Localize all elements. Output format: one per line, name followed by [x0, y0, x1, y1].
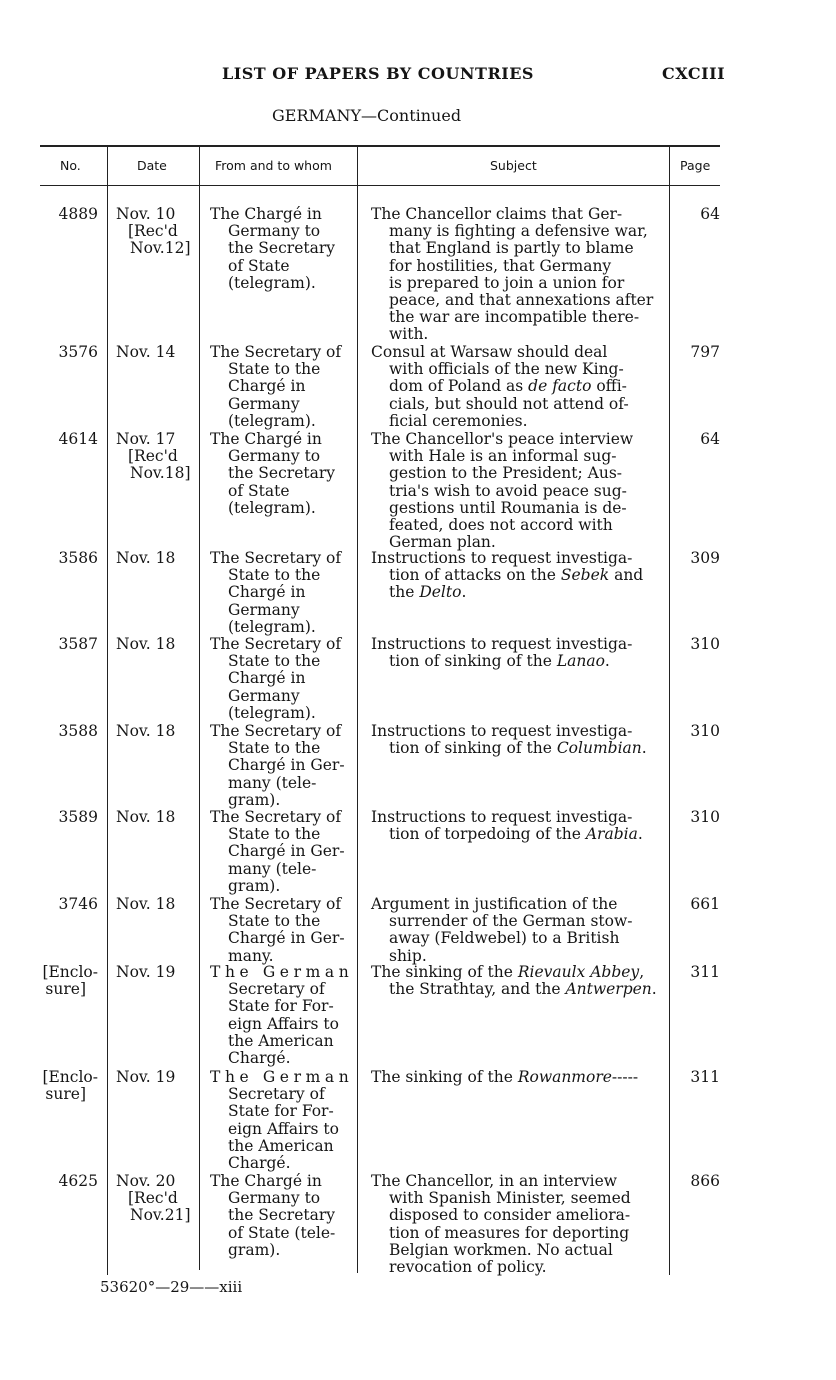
column-header-subject: Subject [490, 158, 537, 173]
paper-number [30, 723, 98, 740]
paper-number [30, 344, 98, 361]
from-and-to-whom [210, 1068, 354, 1173]
from-and-to-whom [210, 344, 350, 430]
from-and-to-whom-line: Chargé in Ger- [228, 842, 345, 861]
page-reference: 309 [690, 549, 720, 567]
from-and-to-whom [210, 963, 354, 1068]
from-and-to-whom [210, 550, 350, 636]
subject-text-line: is prepared to join a union for [389, 273, 625, 292]
page-reference: 661 [690, 895, 720, 913]
paper-date [116, 431, 196, 483]
from-and-to-whom-line: The German [210, 1068, 354, 1086]
from-and-to-whom-line: (telegram). [228, 273, 316, 292]
from-and-to-whom-line: of State [228, 481, 290, 500]
paper-date [116, 636, 196, 653]
paper-number-line: 4889 [58, 205, 98, 223]
from-and-to-whom-line: Chargé. [228, 1154, 291, 1173]
page-reference: 64 [700, 430, 720, 448]
paper-number [30, 896, 98, 913]
paper-number [30, 550, 98, 567]
column-header-page: Page [680, 158, 711, 173]
printer-signature-line: 53620°—29——xiii [100, 1278, 243, 1296]
from-and-to-whom [210, 896, 350, 965]
subject-text-line: Instructions to request investiga- [371, 722, 633, 740]
from-and-to-whom-line: of State (tele- [228, 1223, 336, 1242]
subject-text-line: tion of attacks on the Sebek and [389, 566, 644, 585]
from-and-to-whom-line: Germany [228, 600, 300, 619]
subject-text [371, 550, 661, 602]
from-and-to-whom-line: The Secretary of [210, 635, 342, 653]
from-and-to-whom-line: many (tele- [228, 773, 317, 792]
paper-date-line: Nov.18] [130, 464, 191, 483]
paper-number-line: 3746 [58, 895, 98, 913]
from-and-to-whom-line: Germany [228, 394, 300, 413]
subject-text-line: German plan. [389, 533, 496, 552]
subject-text-line: feated, does not accord with [389, 516, 613, 535]
from-and-to-whom-line: Chargé in [228, 669, 306, 688]
from-and-to-whom-line: the Secretary [228, 464, 336, 483]
page-reference: 310 [690, 808, 720, 826]
page-number-roman: CXCIII [662, 64, 726, 83]
paper-date-line: Nov. 19 [116, 963, 176, 981]
paper-date [116, 964, 196, 981]
from-and-to-whom-line: gram). [228, 1240, 281, 1259]
column-divider [107, 145, 108, 1275]
subject-text [371, 1173, 661, 1276]
column-divider [669, 145, 670, 1275]
subject-text [371, 431, 661, 551]
table-top-rule [40, 145, 720, 147]
paper-date-line: Nov. 19 [116, 1068, 176, 1086]
subject-text-line: dom of Poland as de facto offi- [389, 377, 627, 396]
subject-text-line: ship. [389, 946, 427, 965]
from-and-to-whom-line: State for For- [228, 997, 334, 1016]
from-and-to-whom [210, 206, 350, 292]
subject-text-line: Instructions to request investiga- [371, 808, 633, 826]
subject-text [371, 344, 661, 430]
from-and-to-whom [210, 1173, 350, 1259]
paper-number-line: 3576 [58, 343, 98, 361]
paper-number-line: 4614 [58, 430, 98, 448]
subject-text-line: with. [389, 325, 429, 344]
paper-number-line: 3586 [58, 549, 98, 567]
page-reference: 797 [690, 343, 720, 361]
paper-date-line: Nov. 14 [116, 343, 176, 361]
paper-date-line: Nov. 20 [116, 1172, 176, 1190]
from-and-to-whom-line: gram). [228, 790, 281, 809]
subject-text-line: many is fighting a defensive war, [389, 222, 648, 241]
column-header-from: From and to whom [215, 158, 332, 173]
page-reference: 311 [690, 1068, 720, 1086]
paper-number [30, 206, 98, 223]
from-and-to-whom-line: State to the [228, 825, 321, 844]
from-and-to-whom-line: many (tele- [228, 859, 317, 878]
from-and-to-whom-line: many. [228, 946, 274, 965]
paper-date [116, 723, 196, 740]
paper-number-line: 3589 [58, 808, 98, 826]
subject-text-line: Instructions to request investiga- [371, 549, 633, 567]
subject-text-line: the war are incompatible there- [389, 308, 640, 327]
paper-date-line: Nov. 18 [116, 722, 176, 740]
from-and-to-whom-line: Chargé in Ger- [228, 756, 345, 775]
subject-text-line: the Delto. [389, 583, 467, 602]
subject-text-line: ficial ceremonies. [389, 411, 528, 430]
column-divider [199, 145, 200, 1270]
subject-text-line: Instructions to request investiga- [371, 635, 633, 653]
from-and-to-whom-line: Secretary of [228, 980, 325, 999]
subject-text-line: with officials of the new King- [389, 360, 624, 379]
section-subtitle: GERMANY—Continued [272, 106, 462, 125]
from-and-to-whom-line: The Secretary of [210, 549, 342, 567]
paper-date [116, 206, 196, 258]
paper-date [116, 1173, 196, 1225]
from-and-to-whom-line: The Secretary of [210, 808, 342, 826]
paper-date-line: Nov. 18 [116, 808, 176, 826]
paper-date-line: Nov.21] [130, 1206, 191, 1225]
paper-date [116, 809, 196, 826]
from-and-to-whom [210, 809, 350, 895]
subject-text-line: surrender of the German stow- [389, 912, 633, 931]
page-reference: 310 [690, 722, 720, 740]
subject-text-line: revocation of policy. [389, 1258, 547, 1277]
from-and-to-whom-line: the American [228, 1031, 334, 1050]
subject-text-line: cials, but should not attend of- [389, 394, 629, 413]
subject-text-line: The sinking of the Rowanmore----- [371, 1068, 639, 1086]
from-and-to-whom-line: Chargé in [228, 583, 306, 602]
from-and-to-whom-line: The Secretary of [210, 895, 342, 913]
subject-text [371, 809, 661, 843]
paper-date [116, 1069, 196, 1086]
paper-number-line: 3588 [58, 722, 98, 740]
paper-date [116, 344, 196, 361]
subject-text-line: tion of measures for deporting [389, 1223, 630, 1242]
from-and-to-whom-line: Germany to [228, 222, 321, 241]
paper-date-line: [Rec'd [128, 1189, 178, 1208]
subject-text-line: away (Feldwebel) to a British [389, 929, 620, 948]
paper-date-line: Nov.12] [130, 239, 191, 258]
subject-text-line: that England is partly to blame [389, 239, 634, 258]
subject-text-line: tion of sinking of the Lanao. [389, 652, 610, 671]
paper-number [30, 431, 98, 448]
subject-text-line: The Chancellor's peace interview [371, 430, 634, 448]
from-and-to-whom-line: eign Affairs to [228, 1119, 339, 1138]
from-and-to-whom-line: Germany to [228, 447, 321, 466]
paper-number [30, 809, 98, 826]
subject-text-line: The Chancellor, in an interview [371, 1172, 618, 1190]
paper-date [116, 550, 196, 567]
paper-number [30, 964, 98, 998]
page-running-title: LIST OF PAPERS BY COUNTRIES [222, 64, 534, 83]
subject-text-line: Argument in justification of the [371, 895, 618, 913]
subject-text-line: Belgian workmen. No actual [389, 1240, 613, 1259]
page-reference: 310 [690, 635, 720, 653]
from-and-to-whom-line: (telegram). [228, 703, 316, 722]
subject-text-line: The Chancellor claims that Ger- [371, 205, 623, 223]
from-and-to-whom-line: State to the [228, 566, 321, 585]
from-and-to-whom-line: State to the [228, 739, 321, 758]
from-and-to-whom-line: gram). [228, 876, 281, 895]
subject-text [371, 1069, 661, 1086]
from-and-to-whom-line: The Secretary of [210, 343, 342, 361]
subject-text [371, 723, 661, 757]
from-and-to-whom-line: Chargé. [228, 1049, 291, 1068]
paper-number-line: 4625 [58, 1172, 98, 1190]
paper-number-line: sure] [45, 980, 86, 999]
page-reference: 311 [690, 963, 720, 981]
paper-date [116, 896, 196, 913]
page-reference: 64 [700, 205, 720, 223]
paper-date-line: Nov. 18 [116, 895, 176, 913]
from-and-to-whom-line: Chargé in [228, 377, 306, 396]
column-header-date: Date [137, 158, 167, 173]
from-and-to-whom-line: State for For- [228, 1102, 334, 1121]
from-and-to-whom-line: (telegram). [228, 498, 316, 517]
from-and-to-whom [210, 723, 350, 809]
page-reference: 866 [690, 1172, 720, 1190]
from-and-to-whom-line: the Secretary [228, 1206, 336, 1225]
subject-text-line: gestion to the President; Aus- [389, 464, 623, 483]
paper-number-line: [Enclo- [42, 963, 98, 981]
subject-text [371, 964, 661, 998]
from-and-to-whom-line: State to the [228, 360, 321, 379]
subject-text-line: tria's wish to avoid peace sug- [389, 481, 627, 500]
from-and-to-whom-line: (telegram). [228, 617, 316, 636]
paper-date-line: Nov. 17 [116, 430, 176, 448]
from-and-to-whom-line: The Chargé in [210, 1172, 322, 1190]
from-and-to-whom-line: Germany to [228, 1189, 321, 1208]
from-and-to-whom-line: Germany [228, 686, 300, 705]
from-and-to-whom-line: Chargé in Ger- [228, 929, 345, 948]
from-and-to-whom-line: of State [228, 256, 290, 275]
subject-text-line: disposed to consider ameliora- [389, 1206, 631, 1225]
subject-text-line: with Spanish Minister, seemed [389, 1189, 631, 1208]
from-and-to-whom-line: the Secretary [228, 239, 336, 258]
from-and-to-whom-line: The Secretary of [210, 722, 342, 740]
subject-text [371, 206, 661, 344]
column-header-no: No. [60, 158, 81, 173]
from-and-to-whom-line: the American [228, 1136, 334, 1155]
from-and-to-whom-line: State to the [228, 652, 321, 671]
from-and-to-whom-line: (telegram). [228, 411, 316, 430]
subject-text [371, 896, 661, 965]
paper-date-line: Nov. 10 [116, 205, 176, 223]
from-and-to-whom-line: Secretary of [228, 1085, 325, 1104]
from-and-to-whom [210, 431, 350, 517]
subject-text-line: the Strathtay, and the Antwerpen. [389, 980, 657, 999]
subject-text-line: The sinking of the Rievaulx Abbey, [371, 963, 645, 981]
from-and-to-whom-line: eign Affairs to [228, 1014, 339, 1033]
from-and-to-whom-line: The German [210, 963, 354, 981]
paper-date-line: Nov. 18 [116, 635, 176, 653]
subject-text-line: tion of torpedoing of the Arabia. [389, 825, 643, 844]
subject-text-line: gestions until Roumania is de- [389, 498, 627, 517]
paper-number-line: 3587 [58, 635, 98, 653]
paper-number [30, 636, 98, 653]
from-and-to-whom [210, 636, 350, 722]
paper-number [30, 1069, 98, 1103]
from-and-to-whom-line: The Chargé in [210, 430, 322, 448]
paper-number-line: sure] [45, 1085, 86, 1104]
paper-number [30, 1173, 98, 1190]
subject-text-line: with Hale is an informal sug- [389, 447, 617, 466]
paper-date-line: [Rec'd [128, 222, 178, 241]
paper-date-line: [Rec'd [128, 447, 178, 466]
from-and-to-whom-line: The Chargé in [210, 205, 322, 223]
from-and-to-whom-line: State to the [228, 912, 321, 931]
subject-text-line: for hostilities, that Germany [389, 256, 612, 275]
table-header-rule [40, 185, 720, 186]
paper-date-line: Nov. 18 [116, 549, 176, 567]
subject-text-line: tion of sinking of the Columbian. [389, 739, 647, 758]
subject-text-line: peace, and that annexations after [389, 291, 654, 310]
subject-text-line: Consul at Warsaw should deal [371, 343, 608, 361]
paper-number-line: [Enclo- [42, 1068, 98, 1086]
column-divider [357, 145, 358, 1273]
subject-text [371, 636, 661, 670]
